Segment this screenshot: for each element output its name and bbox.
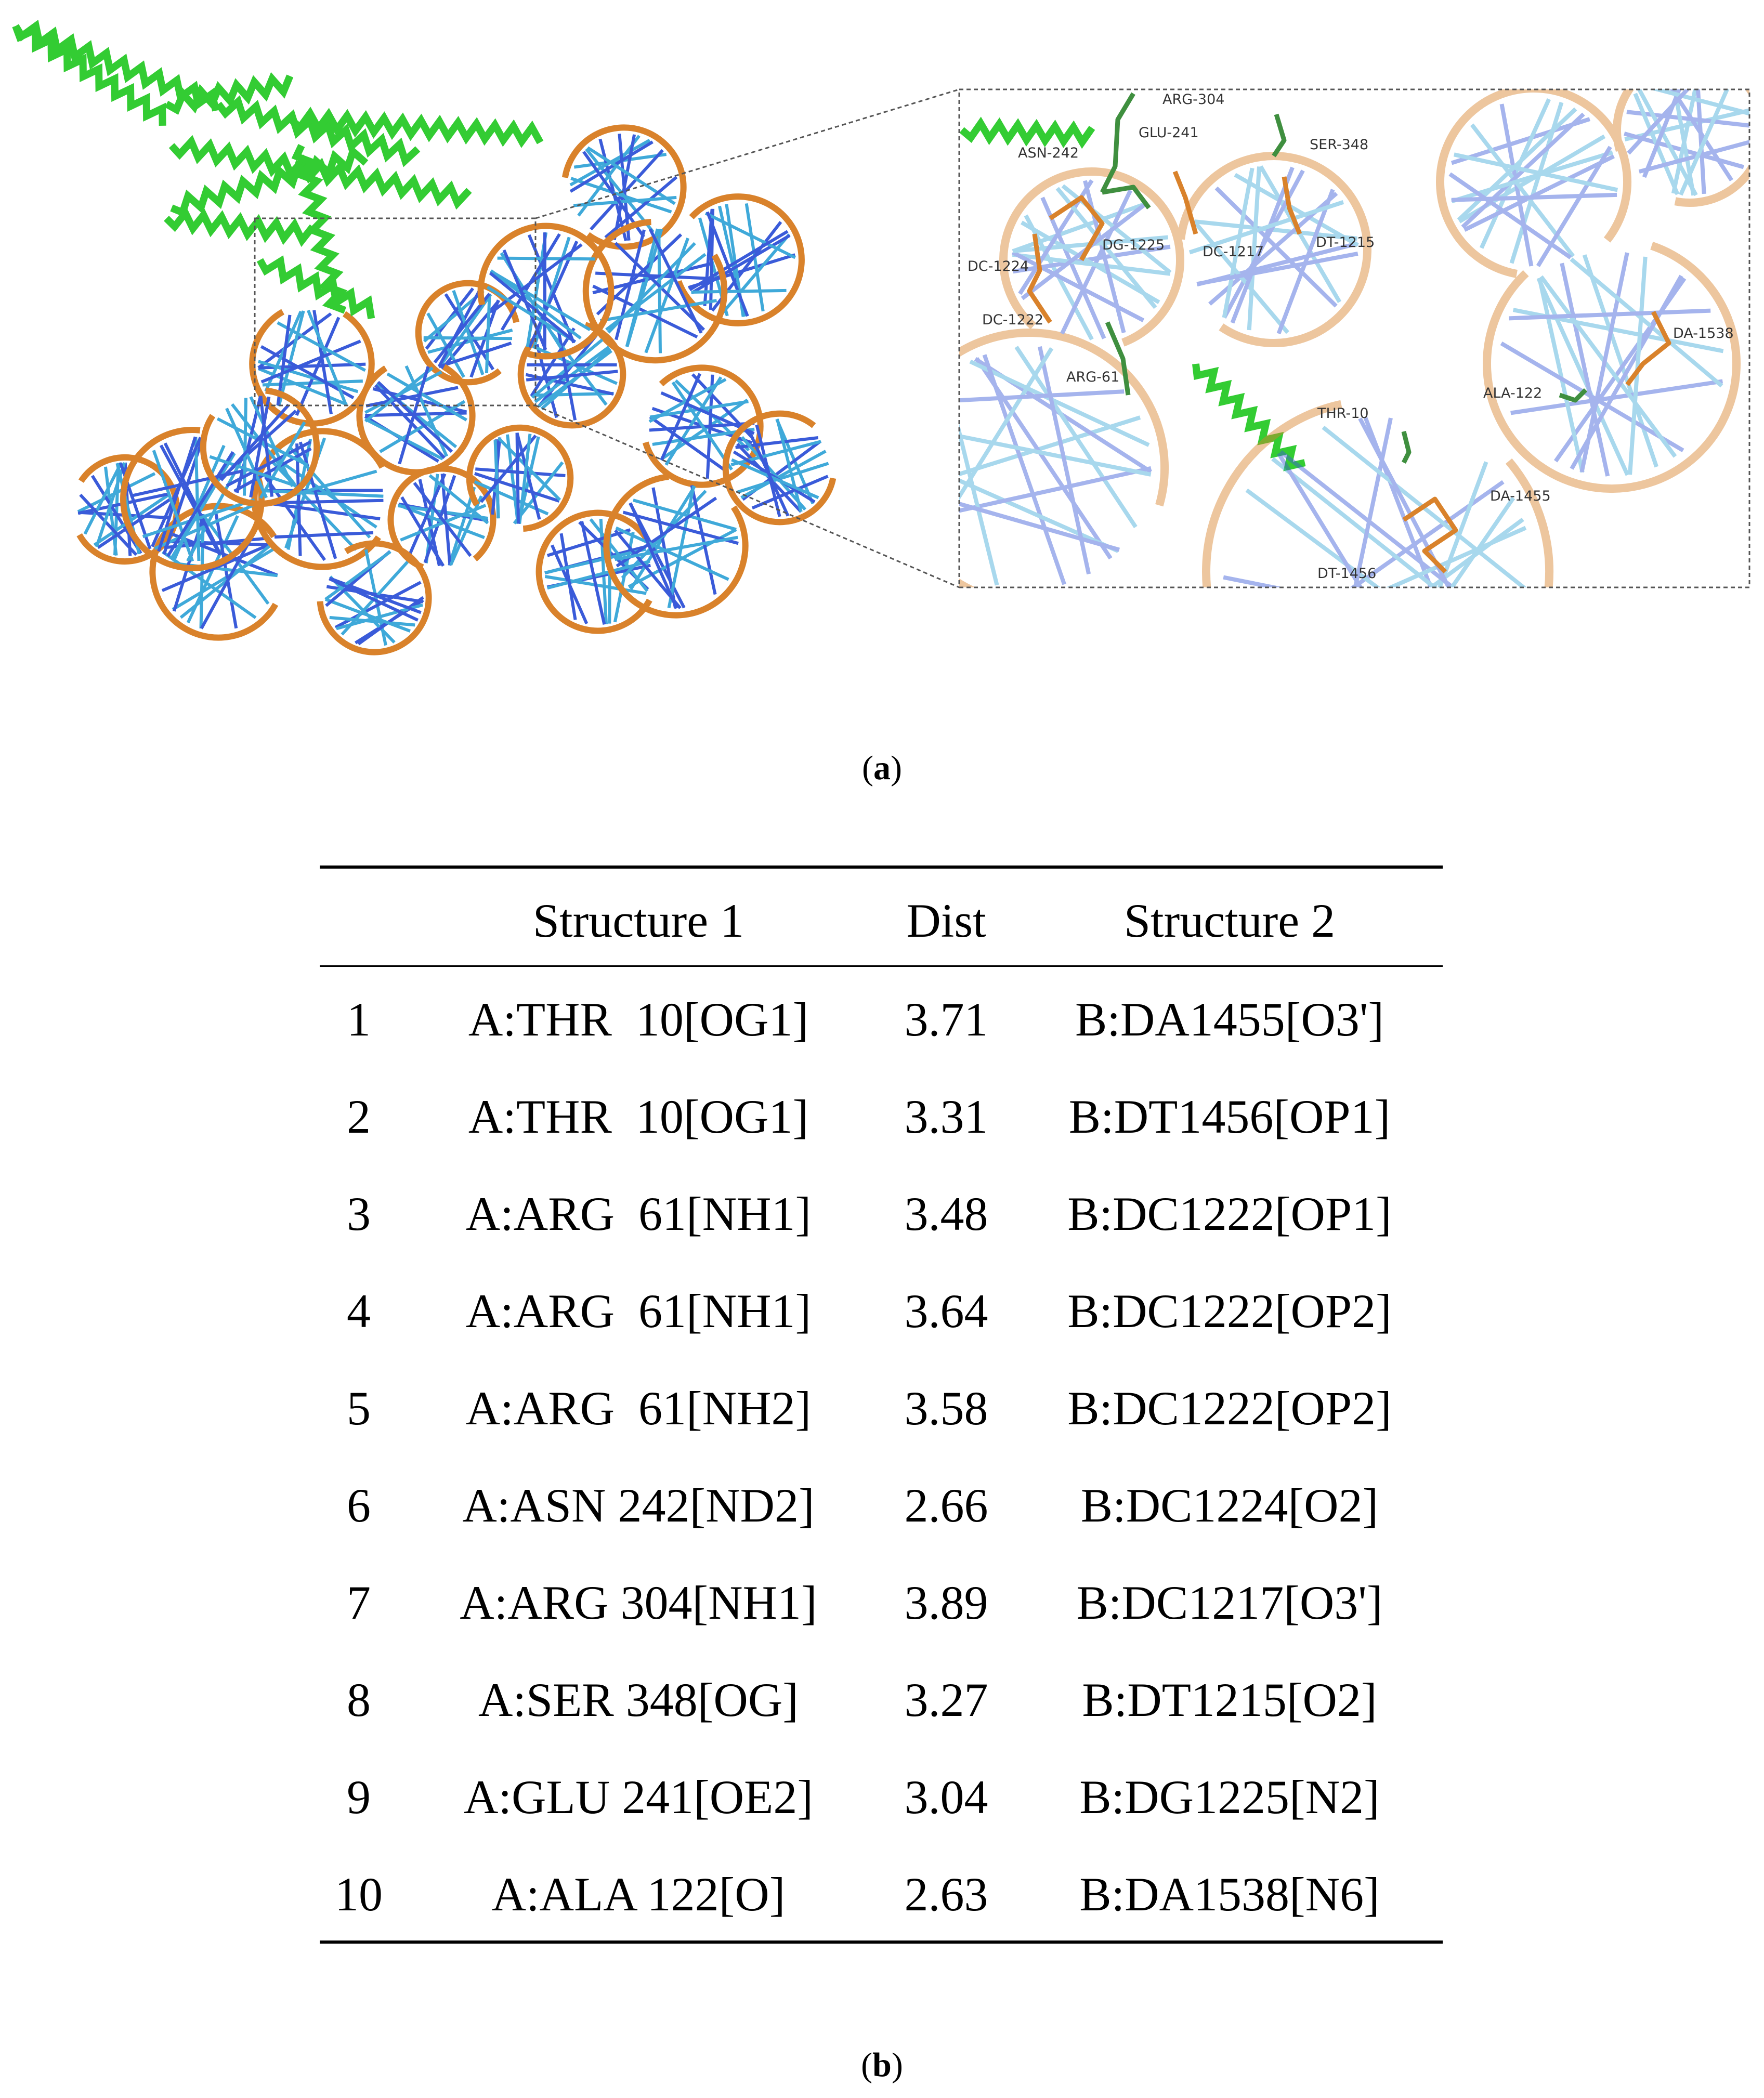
table-cell-structure-2: B:DC1222[OP2] xyxy=(1067,1284,1392,1338)
label-dc1224: DC-1224 xyxy=(968,258,1029,274)
table-cell-structure-2: B:DA1538[N6] xyxy=(1079,1868,1380,1921)
header-structure-2: Structure 2 xyxy=(1123,894,1336,947)
figure-a xyxy=(0,0,1764,702)
table-cell-distance: 3.64 xyxy=(904,1284,988,1338)
header-distance: Dist xyxy=(906,894,986,947)
table-cell-index: 6 xyxy=(347,1479,371,1532)
table-cell-index: 3 xyxy=(347,1187,371,1240)
label-dg1225: DG-1225 xyxy=(1102,237,1165,253)
label-asn242: ASN-242 xyxy=(1018,145,1079,161)
table-cell-distance: 2.63 xyxy=(904,1868,988,1921)
caption-b: (b) xyxy=(861,2046,903,2084)
table-cell-index: 9 xyxy=(347,1771,371,1824)
table-cell-structure-2: B:DC1217[O3'] xyxy=(1076,1576,1383,1629)
table-cell-structure-2: B:DT1215[O2] xyxy=(1082,1673,1377,1726)
table-cell-distance: 2.66 xyxy=(904,1479,988,1532)
table-cell-structure-1: A:SER 348[OG] xyxy=(478,1673,799,1726)
table-cell-distance: 3.89 xyxy=(904,1576,988,1629)
residue-ser348 xyxy=(1274,114,1284,156)
header-rule xyxy=(320,965,1443,967)
label-ala122: ALA-122 xyxy=(1483,385,1543,401)
table-cell-distance: 3.58 xyxy=(904,1382,988,1435)
table-cell-structure-1: A:ARG 61[NH1] xyxy=(465,1187,812,1240)
label-da1538: DA-1538 xyxy=(1673,325,1734,342)
residue-thr10 xyxy=(1404,431,1409,463)
label-thr10: THR-10 xyxy=(1317,405,1369,422)
label-dc1222: DC-1222 xyxy=(982,312,1044,328)
label-arg304: ARG-304 xyxy=(1162,91,1225,108)
caption-a: (a) xyxy=(862,749,902,787)
table-cell-structure-2: B:DC1222[OP1] xyxy=(1067,1187,1392,1240)
protein-dna-complex-image xyxy=(0,0,1764,702)
table-cell-distance: 3.48 xyxy=(904,1187,988,1240)
table-cell-structure-1: A:THR 10[OG1] xyxy=(468,993,809,1046)
table-cell-structure-2: B:DC1222[OP2] xyxy=(1067,1382,1392,1435)
table-cell-index: 8 xyxy=(347,1673,371,1726)
table-cell-structure-1: A:ARG 61[NH1] xyxy=(465,1284,812,1338)
table-cell-structure-2: B:DG1225[N2] xyxy=(1079,1771,1380,1824)
top-rule xyxy=(320,866,1443,869)
table-cell-distance: 3.31 xyxy=(904,1090,988,1143)
bottom-rule xyxy=(320,1940,1443,1944)
table-cell-distance: 3.04 xyxy=(904,1771,988,1824)
table-cell-structure-2: B:DC1224[O2] xyxy=(1080,1479,1379,1532)
label-ser348: SER-348 xyxy=(1310,137,1369,153)
table-cell-distance: 3.27 xyxy=(904,1673,988,1726)
table-cell-structure-2: B:DA1455[O3'] xyxy=(1075,993,1384,1046)
table-cell-index: 1 xyxy=(347,993,371,1046)
header-structure-1: Structure 1 xyxy=(532,894,744,947)
label-dt1215: DT-1215 xyxy=(1316,234,1375,251)
label-dt1456: DT-1456 xyxy=(1317,566,1377,582)
table-cell-structure-1: A:ASN 242[ND2] xyxy=(462,1479,815,1532)
table-cell-structure-1: A:ARG 61[NH2] xyxy=(465,1382,812,1435)
table-cell-index: 2 xyxy=(347,1090,371,1143)
table-cell-structure-2: B:DT1456[OP1] xyxy=(1068,1090,1391,1143)
label-glu241: GLU-241 xyxy=(1139,125,1199,141)
table-cell-structure-1: A:ARG 304[NH1] xyxy=(460,1576,817,1629)
label-dc1217: DC-1217 xyxy=(1203,244,1264,260)
table-cell-structure-1: A:ALA 122[O] xyxy=(491,1868,786,1921)
table-cell-index: 10 xyxy=(335,1868,383,1921)
label-arg61: ARG-61 xyxy=(1066,369,1120,385)
table-cell-index: 4 xyxy=(347,1284,371,1338)
table-cell-index: 5 xyxy=(347,1382,371,1435)
table-cell-distance: 3.71 xyxy=(904,993,988,1046)
label-da1455: DA-1455 xyxy=(1490,488,1551,504)
table-cell-index: 7 xyxy=(347,1576,371,1629)
table-cell-structure-1: A:THR 10[OG1] xyxy=(468,1090,809,1143)
table-cell-structure-1: A:GLU 241[OE2] xyxy=(464,1771,813,1824)
